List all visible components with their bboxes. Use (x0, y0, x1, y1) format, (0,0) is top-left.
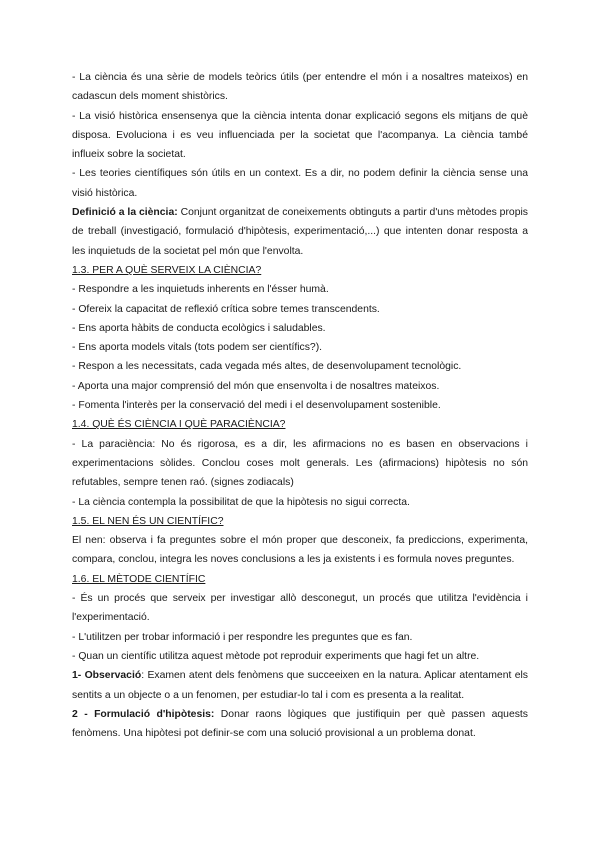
list-item: - Quan un científic utilitza aquest mètode pot reproduir experiments que hagi fet un altre. (72, 650, 480, 662)
document-page (72, 68, 528, 743)
heading-1-4: 1.4. QUÈ ÉS CIÈNCIA I QUÈ PARACIÈNCIA? (72, 419, 286, 431)
definition-paragraph (72, 203, 528, 261)
step-observacio-text: : Examen atent dels fenòmens que succeeixen en la natura. Aplicar atentament els sentits a un objecte o a un fenomen, per estudiar-lo tal i com es presenta a la realitat. (72, 670, 528, 701)
paraciencia-paragraph: - La paraciència: No és rigorosa, es a dir, les afirmacions no es basen en observacions i experimentacions sòlides. Conclou coses molt generals. Les (afirmacions) hipòtesis no són refutables, sempre tenen raó. (signes zodiacals) (72, 438, 528, 489)
step-observacio (72, 666, 528, 705)
step-hipotesis-text: Donar raons lògiques que justifiquin per què passen aquests fenòmens. Una hipòtesi pot definir-se com una solució provisional a un problema donat. (72, 708, 528, 740)
heading-1-6: 1.6. EL MÈTODE CIENTÍFIC (72, 573, 206, 585)
list-item: - Aporta una major comprensió del món que ensenvolta i de nosaltres mateixos. (72, 380, 440, 392)
heading-1-5: 1.5. EL NEN ÉS UN CIENTÍFIC? (72, 515, 224, 527)
ciencia-paragraph: - La ciència contempla la possibilitat de que la hipòtesis no sigui correcta. (72, 496, 410, 508)
list-item: - Fomenta l'interès per la conservació del medi i el desenvolupament sostenible. (72, 400, 441, 412)
list-item: - L'utilitzen per trobar informació i per respondre les preguntes que es fan. (72, 631, 413, 643)
step-observacio-label: 1- Observació (72, 670, 142, 682)
list-item: - Ofereix la capacitat de reflexió crítica sobre temes transcendents. (72, 303, 380, 315)
nen-paragraph: El nen: observa i fa preguntes sobre el món proper que desconeix, fa prediccions, experimenta, compara, conclou, integra les noves conclusions a les ja existents i es formula noves preguntes. (72, 535, 528, 566)
heading-1-3: 1.3. PER A QUÈ SERVEIX LA CIÈNCIA? (72, 264, 262, 276)
list-item: - Ens aporta models vitals (tots podem ser científics?). (72, 342, 323, 354)
bullet-scientific-theories: - Les teories científiques són útils en un context. Es a dir, no podem definir la ciència sense una visió històrica. (72, 168, 528, 199)
bullet-science-models: - La ciència és una sèrie de models teòrics útils (per entendre el món i a nosaltres mateixos) en cadascun dels moment shistòrics. (72, 72, 528, 103)
list-item: - Respondre a les inquietuds inherents en l'ésser humà. (72, 284, 329, 296)
list-item: - Respon a les necessitats, cada vegada més altes, de desenvolupament tecnològic. (72, 361, 462, 373)
list-item: - És un procés que serveix per investigar allò desconegut, un procés que utilitza l'evidència i l'experimentació. (72, 593, 528, 624)
step-hipotesis-label: 2 - Formulació d'hipòtesis: (72, 708, 215, 720)
definition-text: Conjunt organitzat de coneixements obtinguts a partir d'uns mètodes propis de treball (investigació, formulació d'hipòtesis, experimentació,...) que intenten donar resposta a les inquietuds de la societat pel món que l'envolta. (72, 207, 528, 257)
bullet-historical-vision: - La visió històrica ensensenya que la ciència intenta donar explicació segons els mitjans de què disposa. Evoluciona i es veu influenciada per la societat que l'acompanya. La ciència també influeix sobre la societat. (72, 110, 528, 161)
list-item: - Ens aporta hàbits de conducta ecològics i saludables. (72, 322, 326, 334)
definition-label: Definició a la ciència: (72, 207, 178, 219)
step-hipotesis (72, 705, 528, 744)
